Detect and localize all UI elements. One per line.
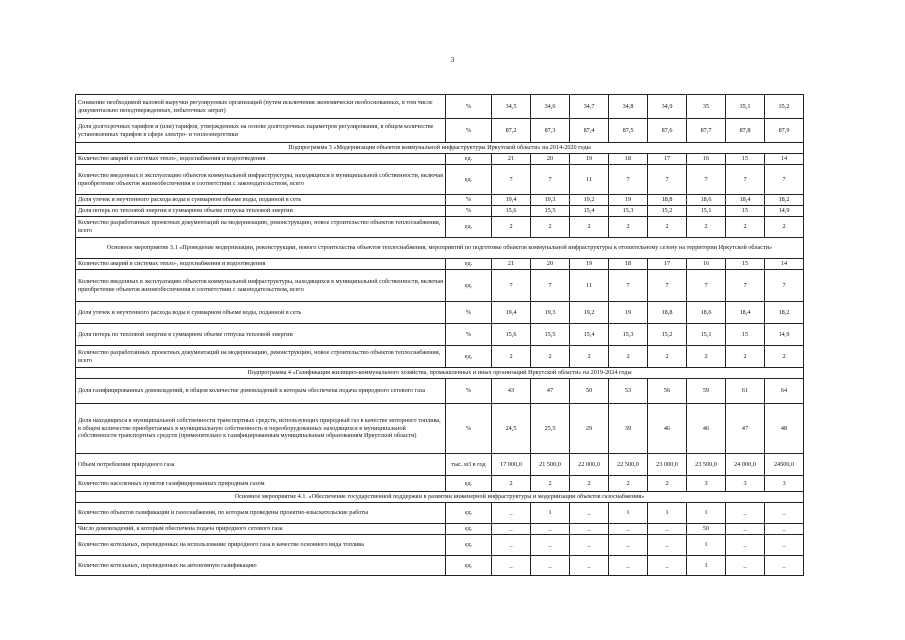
value-cell: 15,5	[531, 206, 570, 217]
value-cell: 1	[687, 503, 726, 524]
indicator-cell: Количество разработанных проектных документаций на модернизацию, реконструкцию, новое строительство объектов теплоснабжения, всего	[76, 217, 446, 238]
value-cell: 87,3	[531, 119, 570, 143]
value-cell: 7	[531, 165, 570, 195]
indicator-cell: Количество аварий в системах тепло-, водоснабжения и водоотведения	[76, 154, 446, 165]
value-cell: _	[609, 535, 648, 556]
value-cell: 24 000,0	[726, 454, 765, 476]
value-cell: 19,3	[531, 302, 570, 324]
value-cell: 1	[609, 503, 648, 524]
value-cell: 15,3	[609, 324, 648, 346]
value-cell: 2	[609, 476, 648, 492]
value-cell: 2	[609, 217, 648, 238]
value-cell: 34,6	[531, 95, 570, 119]
value-cell: _	[726, 524, 765, 535]
table-row	[76, 165, 804, 195]
indicator-cell: Доля утечек и неучтенного расхода воды в суммарном объеме воды, поданной в сеть	[76, 195, 446, 206]
value-cell: 34,9	[648, 95, 687, 119]
unit-cell: ед.	[446, 556, 492, 576]
value-cell: 35,2	[765, 95, 804, 119]
value-cell: 21	[492, 154, 531, 165]
value-cell: _	[765, 556, 804, 576]
section-title: Основное мероприятие 3.1 «Проведение модернизации, реконструкции, нового строительства объектов теплоснабжения, мероприятий по подготовке объектов коммунальной инфраструктуры к отопительному сезону на территории Иркутской области»	[76, 238, 804, 259]
value-cell: 56	[648, 379, 687, 404]
value-cell: 87,4	[570, 119, 609, 143]
value-cell: _	[765, 503, 804, 524]
value-cell: 46	[648, 404, 687, 454]
value-cell: 7	[726, 165, 765, 195]
indicator-cell: Количество объектов газификации и газоснабжения, по которым проведены проектно-изыскательские работы	[76, 503, 446, 524]
value-cell: 19,4	[492, 302, 531, 324]
indicator-cell: Снижение необходимой валовой выручки регулируемых организаций (путем исключения экономически необоснованных, в том числе документально неподтвержденных, избыточных затрат)	[76, 95, 446, 119]
value-cell: 18,4	[726, 195, 765, 206]
value-cell: 15,1	[687, 324, 726, 346]
value-cell: 18,4	[726, 302, 765, 324]
table-row	[76, 270, 804, 302]
value-cell: 22 000,0	[570, 454, 609, 476]
indicator-cell: Количество введенных в эксплуатацию объектов коммунальной инфраструктуры, находящихся в муниципальной собственности, включая приобретение объектов жизнеобеспечения в соответствии с законодательством, всего	[76, 165, 446, 195]
value-cell: 7	[609, 270, 648, 302]
value-cell: 2	[765, 217, 804, 238]
unit-cell: ед.	[446, 165, 492, 195]
value-cell: 15,5	[531, 324, 570, 346]
value-cell: 2	[492, 346, 531, 368]
value-cell: 11	[570, 270, 609, 302]
unit-cell: %	[446, 206, 492, 217]
value-cell: 16	[687, 259, 726, 270]
indicator-cell: Доля газифицированных домовладений, в общем количестве домовладений к которым обеспечена подача природного сетевого газа	[76, 379, 446, 404]
value-cell: 35	[687, 95, 726, 119]
section-title: Подпрограмма 3 «Модернизация объектов коммунальной инфраструктуры Иркутской области» на 2014-2020 годы	[76, 143, 804, 154]
value-cell: _	[726, 503, 765, 524]
indicator-cell: Количество разработанных проектных документаций на модернизацию, реконструкцию, новое строительство объектов теплоснабжения, всего	[76, 346, 446, 368]
table-row	[76, 404, 804, 454]
table-row	[76, 95, 804, 119]
value-cell: _	[531, 535, 570, 556]
value-cell: 2	[570, 476, 609, 492]
value-cell: 2	[570, 346, 609, 368]
table-row	[76, 556, 804, 576]
value-cell: 15,4	[570, 206, 609, 217]
indicator-cell: Доля находящихся в муниципальной собственности транспортных средств, использующих природный газ в качестве моторного топлива, в общем количестве приобретаемых в муниципальную собственность и переоборудованных находящихся в муниципальной собственности транспортных средств (применительно к газифицированным муниципальным образованиям Иркутской области)	[76, 404, 446, 454]
value-cell: 46	[687, 404, 726, 454]
value-cell: 15	[726, 259, 765, 270]
unit-cell: %	[446, 95, 492, 119]
section-title: Основное мероприятие 4.1. «Обеспечение государственной поддержки в развитии инженерной инфраструктуры и модернизации объектов газоснабжения»	[76, 492, 804, 503]
value-cell: 19,2	[570, 302, 609, 324]
value-cell: 29	[570, 404, 609, 454]
value-cell: 17	[648, 154, 687, 165]
value-cell: 1	[687, 556, 726, 576]
value-cell: _	[570, 556, 609, 576]
value-cell: 15	[726, 206, 765, 217]
value-cell: 14	[765, 259, 804, 270]
value-cell: 87,7	[687, 119, 726, 143]
unit-cell: %	[446, 404, 492, 454]
value-cell: 17 000,0	[492, 454, 531, 476]
value-cell: 15,6	[492, 324, 531, 346]
value-cell: 87,6	[648, 119, 687, 143]
value-cell: 18,2	[765, 195, 804, 206]
value-cell: _	[492, 535, 531, 556]
value-cell: _	[765, 524, 804, 535]
value-cell: 7	[648, 165, 687, 195]
value-cell: 15	[726, 324, 765, 346]
table-row	[76, 524, 804, 535]
value-cell: 87,8	[726, 119, 765, 143]
value-cell: 23 000,0	[648, 454, 687, 476]
value-cell: 14,9	[765, 206, 804, 217]
value-cell: 7	[765, 270, 804, 302]
unit-cell: %	[446, 379, 492, 404]
value-cell: 39	[609, 404, 648, 454]
value-cell: _	[765, 535, 804, 556]
unit-cell: ед.	[446, 503, 492, 524]
table-row	[76, 217, 804, 238]
value-cell: 15,4	[570, 324, 609, 346]
value-cell: _	[492, 556, 531, 576]
section-header-row	[76, 143, 804, 154]
value-cell: 7	[492, 165, 531, 195]
unit-cell: ед.	[446, 259, 492, 270]
value-cell: 14	[765, 154, 804, 165]
indicator-cell: Доля долгосрочных тарифов и (или) тарифов, утвержденных на основе долгосрочных параметров регулирования, в общем количестве установленных тарифов в сфере электро- и теплоэнергетики	[76, 119, 446, 143]
value-cell: 7	[648, 270, 687, 302]
value-cell: 34,8	[609, 95, 648, 119]
value-cell: 87,9	[765, 119, 804, 143]
value-cell: 18,8	[648, 195, 687, 206]
section-header-row	[76, 492, 804, 503]
indicator-cell: Объем потребления природного газа	[76, 454, 446, 476]
table-row	[76, 535, 804, 556]
value-cell: _	[648, 535, 687, 556]
value-cell: 35,1	[726, 95, 765, 119]
value-cell: 2	[531, 217, 570, 238]
value-cell: _	[531, 556, 570, 576]
value-cell: 15,2	[648, 324, 687, 346]
value-cell: 2	[609, 346, 648, 368]
value-cell: _	[726, 556, 765, 576]
value-cell: 1	[531, 503, 570, 524]
unit-cell: ед.	[446, 476, 492, 492]
value-cell: 18	[609, 259, 648, 270]
value-cell: 18,6	[687, 195, 726, 206]
value-cell: 1	[687, 535, 726, 556]
value-cell: 15,1	[687, 206, 726, 217]
value-cell: _	[609, 524, 648, 535]
indicator-cell: Доля утечек и неучтенного расхода воды в суммарном объеме воды, поданной в сеть	[76, 302, 446, 324]
value-cell: 2	[492, 476, 531, 492]
value-cell: 7	[687, 165, 726, 195]
value-cell: 50	[570, 379, 609, 404]
value-cell: 19	[570, 154, 609, 165]
value-cell: 3	[726, 476, 765, 492]
value-cell: _	[570, 524, 609, 535]
value-cell: 48	[765, 404, 804, 454]
value-cell: 50	[687, 524, 726, 535]
value-cell: 7	[726, 270, 765, 302]
value-cell: 2	[531, 476, 570, 492]
value-cell: 7	[765, 165, 804, 195]
value-cell: 15,3	[609, 206, 648, 217]
indicator-cell: Число домовладений, к которым обеспечена подача природного сетевого газа	[76, 524, 446, 535]
table-row	[76, 195, 804, 206]
value-cell: _	[492, 503, 531, 524]
value-cell: 17	[648, 259, 687, 270]
value-cell: 21 500,0	[531, 454, 570, 476]
value-cell: 20	[531, 259, 570, 270]
indicators-table	[75, 94, 804, 576]
value-cell: 25,5	[531, 404, 570, 454]
indicator-cell: Количество котельных, переведенных на использование природного газа в качестве основного вида топлива	[76, 535, 446, 556]
value-cell: 16	[687, 154, 726, 165]
table-row	[76, 503, 804, 524]
value-cell: 2	[726, 346, 765, 368]
value-cell: 14,9	[765, 324, 804, 346]
value-cell: 87,2	[492, 119, 531, 143]
unit-cell: %	[446, 119, 492, 143]
value-cell: 2	[570, 217, 609, 238]
indicator-cell: Доля потерь по тепловой энергии в суммарном объеме отпуска тепловой энергии	[76, 324, 446, 346]
unit-cell: ед.	[446, 154, 492, 165]
value-cell: 19	[609, 195, 648, 206]
value-cell: 11	[570, 165, 609, 195]
table-row	[76, 346, 804, 368]
value-cell: 19	[609, 302, 648, 324]
value-cell: 7	[492, 270, 531, 302]
value-cell: 87,5	[609, 119, 648, 143]
value-cell: 19,3	[531, 195, 570, 206]
value-cell: 61	[726, 379, 765, 404]
value-cell: 34,7	[570, 95, 609, 119]
value-cell: 19,2	[570, 195, 609, 206]
unit-cell: ед.	[446, 535, 492, 556]
table-row	[76, 206, 804, 217]
value-cell: 2	[531, 346, 570, 368]
indicator-cell: Количество введенных в эксплуатацию объектов коммунальной инфраструктуры, находящихся в муниципальной собственности, включая приобретение объектов жизнеобеспечения в соответствии с законодательством, всего	[76, 270, 446, 302]
unit-cell: ед.	[446, 270, 492, 302]
indicator-cell: Количество аварий в системах тепло-, водоснабжения и водоотведения	[76, 259, 446, 270]
table-row	[76, 454, 804, 476]
value-cell: 15	[726, 154, 765, 165]
value-cell: 18,2	[765, 302, 804, 324]
indicator-cell: Количество котельных, переведенных на автономную газификацию	[76, 556, 446, 576]
value-cell: 2	[726, 217, 765, 238]
value-cell: 59	[687, 379, 726, 404]
value-cell: 2	[765, 346, 804, 368]
value-cell: 2	[492, 217, 531, 238]
value-cell: _	[648, 556, 687, 576]
value-cell: 2	[648, 476, 687, 492]
value-cell: 64	[765, 379, 804, 404]
value-cell: 24,5	[492, 404, 531, 454]
value-cell: _	[648, 524, 687, 535]
value-cell: _	[531, 524, 570, 535]
section-header-row	[76, 368, 804, 379]
value-cell: 47	[726, 404, 765, 454]
unit-cell: ед.	[446, 524, 492, 535]
value-cell: _	[492, 524, 531, 535]
value-cell: 21	[492, 259, 531, 270]
table-row	[76, 154, 804, 165]
value-cell: 22 500,0	[609, 454, 648, 476]
value-cell: 2	[687, 217, 726, 238]
value-cell: 18,8	[648, 302, 687, 324]
unit-cell: ед.	[446, 217, 492, 238]
value-cell: 19	[570, 259, 609, 270]
value-cell: _	[726, 535, 765, 556]
value-cell: 34,5	[492, 95, 531, 119]
value-cell: 15,6	[492, 206, 531, 217]
value-cell: 18	[609, 154, 648, 165]
value-cell: 2	[687, 346, 726, 368]
value-cell: 3	[687, 476, 726, 492]
value-cell: _	[570, 535, 609, 556]
table-row	[76, 302, 804, 324]
unit-cell: %	[446, 302, 492, 324]
section-header-row	[76, 238, 804, 259]
value-cell: 19,4	[492, 195, 531, 206]
value-cell: _	[570, 503, 609, 524]
value-cell: 20	[531, 154, 570, 165]
value-cell: 2	[648, 217, 687, 238]
indicator-cell: Доля потерь по тепловой энергии в суммарном объеме отпуска тепловой энергии	[76, 206, 446, 217]
section-title: Подпрограмма 4 «Газификация жилищно-коммунального хозяйства, промышленных и иных организаций Иркутской области» на 2019-2024 годы	[76, 368, 804, 379]
value-cell: 43	[492, 379, 531, 404]
table-row	[76, 119, 804, 143]
value-cell: _	[609, 556, 648, 576]
value-cell: 15,2	[648, 206, 687, 217]
value-cell: 3	[765, 476, 804, 492]
value-cell: 24500,0	[765, 454, 804, 476]
table-row	[76, 476, 804, 492]
unit-cell: ед.	[446, 346, 492, 368]
page-number: 3	[450, 56, 455, 64]
unit-cell: тыс. м3 в год	[446, 454, 492, 476]
value-cell: 7	[687, 270, 726, 302]
value-cell: 7	[609, 165, 648, 195]
value-cell: 47	[531, 379, 570, 404]
value-cell: 7	[531, 270, 570, 302]
table-row	[76, 379, 804, 404]
unit-cell: %	[446, 324, 492, 346]
unit-cell: %	[446, 195, 492, 206]
table-row	[76, 324, 804, 346]
value-cell: 23 500,0	[687, 454, 726, 476]
value-cell: 2	[648, 346, 687, 368]
value-cell: 18,6	[687, 302, 726, 324]
value-cell: 1	[648, 503, 687, 524]
indicator-cell: Количество населенных пунктов газифицированных природным газом	[76, 476, 446, 492]
value-cell: 53	[609, 379, 648, 404]
table-row	[76, 259, 804, 270]
